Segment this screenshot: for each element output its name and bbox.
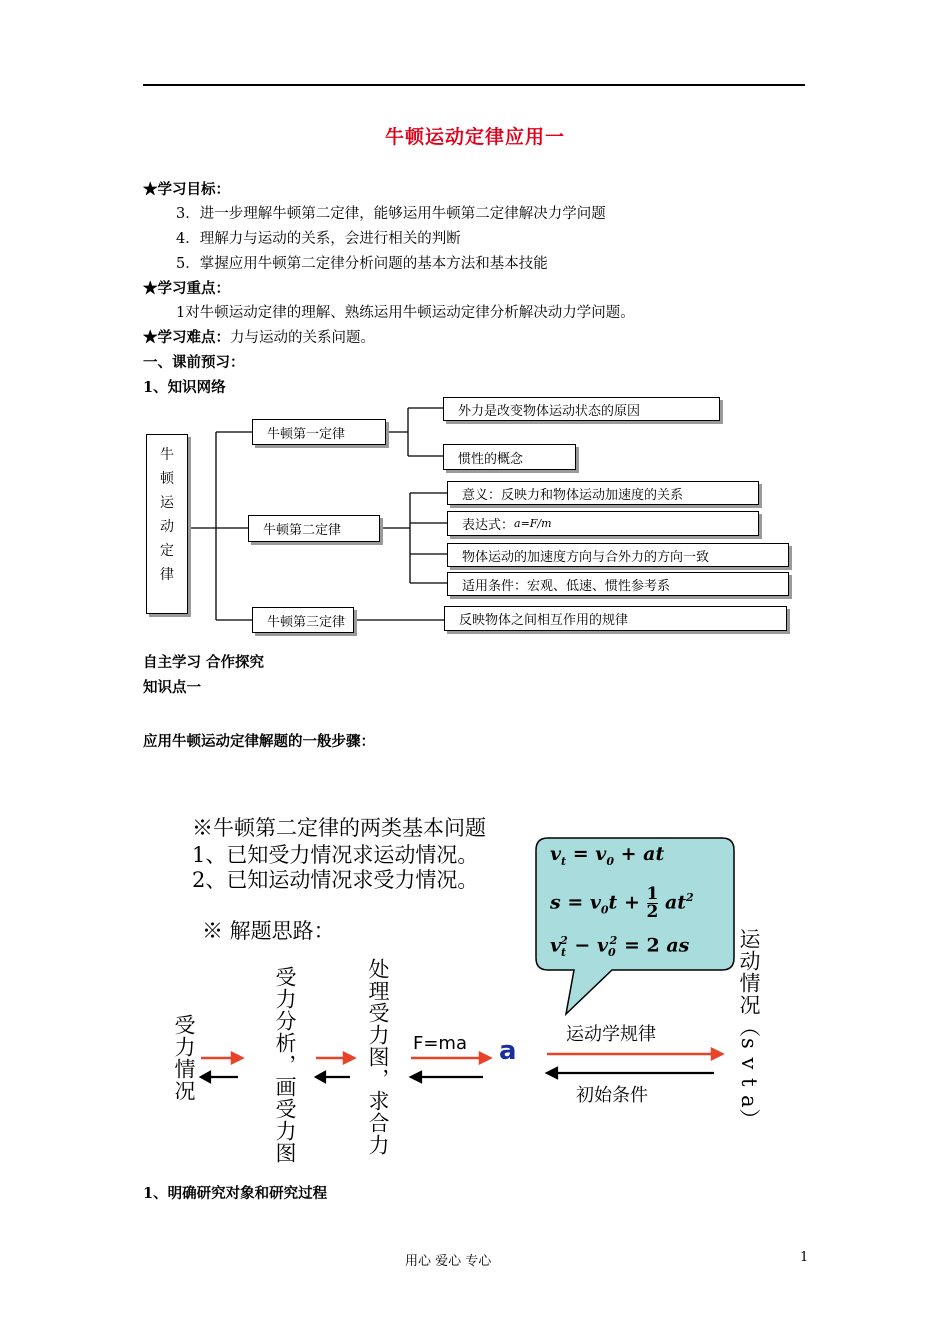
goal-item: 4．理解力与运动的关系，会进行相关的判断 <box>176 231 461 247</box>
root-char: 律 <box>160 567 174 583</box>
law3-box: 牛顿第三定律 <box>252 607 354 633</box>
root-char: 运 <box>160 495 174 511</box>
figure-problem-1: 1、已知受力情况求运动情况。 <box>192 843 479 867</box>
footer-center: 用心 爱心 专心 <box>405 1254 492 1269</box>
law3-item: 反映物体之间相互作用的规律 <box>444 606 787 631</box>
steps-heading: 应用牛顿运动定律解题的一般步骤： <box>143 733 375 750</box>
step-one: 1、明确研究对象和研究过程 <box>143 1185 328 1202</box>
force-situation-label: 受力情况 <box>172 1014 196 1102</box>
difficulty-text: 力与运动的关系问题。 <box>230 330 375 346</box>
force-analysis-label: 受力分析，画受力图 <box>273 966 297 1164</box>
root-char: 顿 <box>160 471 174 487</box>
goal-item: 3．进一步理解牛顿第二定律，能够运用牛顿第二定律解决力学问题 <box>176 206 606 222</box>
figure-problem-2: 2、已知运动情况求受力情况。 <box>192 868 479 892</box>
law1-item: 惯性的概念 <box>443 444 576 470</box>
page-title: 牛顿运动定律应用一 <box>384 126 565 148</box>
self-study: 自主学习 合作探究 <box>143 654 265 671</box>
section-heading: 一、课前预习： <box>143 354 245 371</box>
root-char: 定 <box>160 543 174 559</box>
knowledge-net-label: 1、知识网络 <box>143 379 226 396</box>
page-number: 1 <box>800 1250 809 1265</box>
law1-box: 牛顿第一定律 <box>252 419 386 445</box>
fma-label: F=ma <box>413 1033 467 1054</box>
figure-heading: ※牛顿第二定律的两类基本问题 <box>192 816 486 840</box>
process-force-label: 处理受力图，求合力 <box>366 958 390 1156</box>
law2-item: 适用条件：宏观、低速、惯性参考系 <box>447 572 789 596</box>
formula-label: 表达式： <box>462 518 515 533</box>
difficulty-label: ★学习难点： <box>143 329 230 346</box>
acceleration-symbol: a <box>499 1036 517 1066</box>
kinematics-label: 运动学规律 <box>566 1024 656 1045</box>
formula-text: a=F/m <box>514 517 552 530</box>
initial-conditions-label: 初始条件 <box>576 1085 648 1106</box>
root-char: 牛 <box>160 447 174 463</box>
law2-box: 牛顿第二定律 <box>248 515 380 542</box>
goals-label: ★学习目标： <box>143 181 230 198</box>
formula-line: $v_t = v_0$ + at <box>550 843 665 868</box>
goal-item: 5．掌握应用牛顿第二定律分析问题的基本方法和基本技能 <box>176 256 548 272</box>
law2-item: 物体运动的加速度方向与合外力的方向一致 <box>447 543 789 567</box>
law1-item: 外力是改变物体运动状态的原因 <box>443 397 720 421</box>
focus-label: ★学习重点： <box>143 280 230 297</box>
figure-idea: ※ 解题思路： <box>202 919 335 943</box>
motion-situation-label: 运动情况（s v t a） <box>737 928 761 1131</box>
point-one: 知识点一 <box>143 679 201 696</box>
focus-text: 1对牛顿运动定律的理解、熟练运用牛顿运动定律分析解决动力学问题。 <box>176 305 635 321</box>
formula-line: $s = v_0t$ + $\frac{1}{2}$ $at^2$ <box>550 884 694 922</box>
law2-item: 意义：反映力和物体运动加速度的关系 <box>447 481 759 505</box>
root-char: 动 <box>160 519 174 535</box>
formula-line: $v_t^2 - v_0^2 = 2$ as <box>550 934 690 960</box>
